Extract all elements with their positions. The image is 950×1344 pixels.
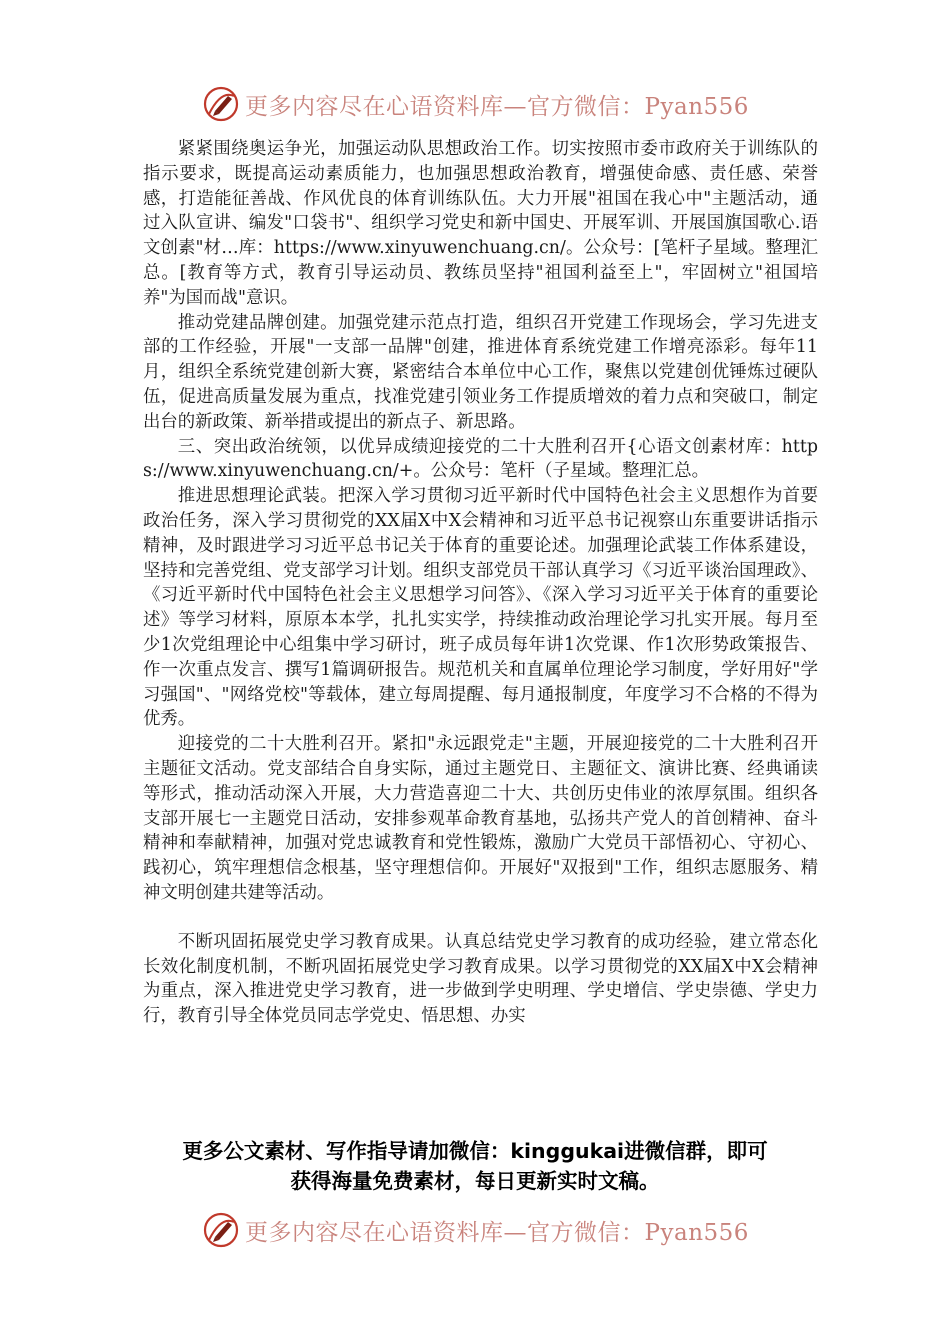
header-banner[interactable] <box>0 82 950 126</box>
promo-notice <box>100 1136 850 1196</box>
paragraph-2: 推动党建品牌创建。加强党建示范点打造，组织召开党建工作现场会，学习先进支部的工作经验，开展"一支部一品牌"创建，推进体育系统党建工作增亮添彩。每年11月，组织全系统党建创新大赛，紧密结合本单位中心工作，聚焦以党建创优锤炼过硬队伍，促进高质量发展为重点，找准党建引领业务工作提质增效的着力点和突破口，制定出台的新政策、新举措或提出的新点子、新思路。 <box>143 312 818 432</box>
paragraph-5: 不断巩固拓展党史学习教育成果。认真总结党史学习教育的成功经验，建立常态化长效化制度机制，不断巩固拓展党史学习教育成果。以学习贯彻党的XX届X中X会精神为重点，深入推进党史学习教育，进一步做到学史明理、学史增信、学史崇德、学史力行，教育引导全体党员同志学党史、悟思想、办实 <box>143 931 818 1027</box>
promo-line-2: 获得海量免费素材，每日更新实时文稿。 <box>290 1169 660 1193</box>
footer-banner-text: 更多内容尽在心语资料库—官方微信：Pyan556 <box>245 1219 749 1246</box>
header-banner-text: 更多内容尽在心语资料库—官方微信：Pyan556 <box>245 93 749 120</box>
paragraph-1: 紧紧围绕奥运争光，加强运动队思想政治工作。切实按照市委市政府关于训练队的指示要求，既提高运动素质能力，也加强思想政治教育，增强使命感、责任感、荣誉感，打造能征善战、作风优良的体育训练队伍。大力开展"祖国在我心中"主题活动，通过入队宣讲、编发"口袋书"、组织学习党史和新中国史、开展军训、开展国旗国歌心.语文创素"材…库：https://www.xinyuwenchuang.cn/。公众号：[笔杆子星域。整理汇总。[教育等方式，教育引导运动员、教练员坚持"祖国利益至上"，牢固树立"祖国培养"为国而战"意识。 <box>143 139 818 308</box>
document-body <box>143 137 818 1029</box>
paragraph-3: 推进思想理论武装。把深入学习贯彻习近平新时代中国特色社会主义思想作为首要政治任务，深入学习贯彻党的XX届X中X会精神和习近平总书记视察山东重要讲话指示精神，及时跟进学习习近平总书记关于体育的重要论述。加强理论武装工作体系建设，坚持和完善党组、党支部学习计划。组织支部党员干部认真学习《习近平谈治国理政》、《习近平新时代中国特色社会主义思想学习问答》、《深入学习习近平关于体育的重要论述》等学习材料，原原本本学，扎扎实实学，持续推动政治理论学习扎实开展。每月至少1次党组理论中心组集中学习研讨，班子成员每年讲1次党课、作1次形势政策报告、作一次重点发言、撰写1篇调研报告。规范机关和直属单位理论学习制度，学好用好"学习强国"、"网络党校"等载体，建立每周提醒、每月通报制度，年度学习不合格的不得为优秀。 <box>143 486 818 730</box>
promo-line-1: 更多公文素材、写作指导请加微信：kinggukai进微信群，即可 <box>182 1139 768 1163</box>
paragraph-4: 迎接党的二十大胜利召开。紧扣"永远跟党走"主题，开展迎接党的二十大胜利召开主题征文活动。党支部结合自身实际，通过主题党日、主题征文、演讲比赛、经典诵读等形式，推动活动深入开展，大力营造喜迎二十大、共创历史伟业的浓厚氛围。组织各支部开展七一主题党日活动，安排参观革命教育基地，弘扬共产党人的首创精神、奋斗精神和奉献精神，加强对党忠诚教育和党性锻炼，激励广大党员干部悟初心、守初心、践初心，筑牢理想信念根基，坚守理想信仰。开展好"双报到"工作，组织志愿服务、精神文明创建共建等活动。 <box>143 734 818 903</box>
pen-nib-logo-icon <box>201 84 241 124</box>
footer-banner[interactable] <box>0 1208 950 1252</box>
section-heading: 三、突出政治统领，以优异成绩迎接党的二十大胜利召开{心语文创素材库：https://www.xinyuwenchuang.cn/+。公众号：笔杆（子星域。整理汇总。 <box>143 436 818 482</box>
pen-nib-logo-icon <box>201 1210 241 1250</box>
